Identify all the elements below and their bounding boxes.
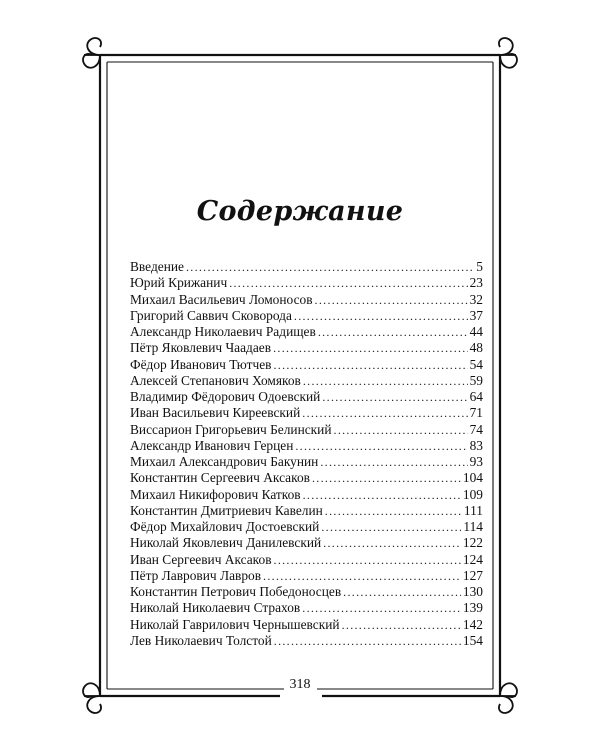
toc-dot-leader (334, 422, 468, 438)
toc-entry (130, 438, 483, 454)
toc-entry (130, 389, 483, 405)
toc-entry-page: 48 (469, 340, 483, 356)
toc-dot-leader (302, 600, 461, 616)
toc-entry (130, 552, 483, 568)
toc-dot-leader (294, 308, 468, 324)
toc-entry (130, 568, 483, 584)
toc-entry-page: 59 (469, 372, 483, 388)
toc-entry (130, 600, 483, 616)
toc-entry-page: 74 (469, 421, 483, 437)
toc-entry-page: 127 (462, 567, 483, 583)
toc-entry (130, 324, 483, 340)
toc-dot-leader (273, 340, 468, 356)
toc-dot-leader (312, 470, 461, 486)
toc-entry-title: Николай Яковлевич Данилевский (130, 535, 322, 551)
toc-entry-page: 130 (462, 584, 483, 599)
toc-dot-leader (229, 275, 467, 291)
toc-dot-leader (322, 389, 467, 405)
page-title: Содержание (196, 196, 404, 227)
toc-entry-title: Фёдор Иванович Тютчев (130, 356, 272, 372)
toc-entry (130, 357, 483, 373)
toc-dot-leader (274, 633, 461, 649)
toc-dot-leader (342, 617, 461, 633)
toc-entry (130, 373, 483, 389)
toc-dot-leader (321, 519, 461, 535)
toc-entry-title: Иван Васильевич Киреевский (130, 405, 301, 421)
toc-entry (130, 422, 483, 438)
toc-dot-leader (315, 292, 468, 308)
toc-entry-page: 111 (463, 502, 483, 518)
toc-entry-title: Алексей Степанович Хомяков (130, 372, 301, 388)
toc-entry (130, 535, 483, 551)
toc-entry-title: Григорий Саввич Сковорода (130, 307, 292, 323)
toc-dot-leader (303, 487, 461, 503)
toc-entry (130, 292, 483, 308)
toc-entry-page: 154 (462, 632, 483, 648)
toc-entry-title: Константин Дмитриевич Кавелин (130, 502, 323, 518)
toc-entry (130, 633, 483, 649)
toc-dot-leader (263, 568, 461, 584)
toc-entry-page: 93 (469, 454, 483, 469)
toc-entry-title: Николай Николаевич Страхов (130, 600, 301, 616)
toc-entry-title: Михаил Васильевич Ломоносов (130, 291, 313, 307)
page-number (0, 677, 600, 693)
toc-entry (130, 259, 483, 275)
toc-dot-leader (302, 405, 467, 421)
toc-entry (130, 617, 483, 633)
toc-entry-page: 32 (469, 291, 483, 307)
toc-entry (130, 503, 483, 519)
toc-dot-leader (186, 259, 474, 275)
toc-dot-leader (273, 357, 467, 373)
toc-dot-leader (325, 503, 462, 519)
toc-entry-page: 142 (462, 616, 483, 632)
toc-entry-title: Юрий Крижанич (130, 275, 228, 291)
toc-entry-page: 109 (462, 486, 483, 502)
page-number-value: 318 (284, 677, 317, 692)
toc-entry-title: Фёдор Михайлович Достоевский (130, 519, 320, 534)
toc-entry-title: Пётр Яковлевич Чаадаев (130, 340, 272, 356)
toc-dot-leader (303, 373, 468, 389)
toc-entry-page: 83 (469, 437, 483, 453)
toc-entry-title: Виссарион Григорьевич Белинский (130, 421, 332, 437)
toc-entry (130, 470, 483, 486)
toc-dot-leader (343, 584, 461, 600)
toc-entry-title: Николай Гаврилович Чернышевский (130, 616, 340, 632)
toc-entry-page: 37 (469, 307, 483, 323)
toc-entry (130, 454, 483, 470)
toc-entry-title: Александр Иванович Герцен (130, 437, 294, 453)
table-of-contents (130, 259, 483, 649)
toc-entry (130, 584, 483, 600)
toc-entry-title: Михаил Никифорович Катков (130, 486, 301, 502)
toc-entry-page: 122 (462, 535, 483, 551)
toc-entry (130, 275, 483, 291)
toc-dot-leader (323, 535, 461, 551)
toc-entry-title: Константин Сергеевич Аксаков (130, 470, 310, 486)
toc-entry-page: 44 (469, 324, 483, 339)
toc-entry-page: 104 (462, 470, 483, 486)
toc-entry (130, 405, 483, 421)
toc-entry-title: Иван Сергеевич Аксаков (130, 551, 272, 567)
toc-entry (130, 340, 483, 356)
toc-entry-page: 64 (469, 389, 483, 404)
toc-entry-title: Лев Николаевич Толстой (130, 632, 272, 648)
toc-entry (130, 487, 483, 503)
toc-dot-leader (274, 552, 461, 568)
toc-entry-title: Константин Петрович Победоносцев (130, 584, 342, 599)
toc-dot-leader (295, 438, 467, 454)
toc-entry-title: Пётр Лаврович Лавров (130, 567, 262, 583)
toc-entry-title: Владимир Фёдорович Одоевский (130, 389, 321, 404)
toc-dot-leader (320, 454, 467, 470)
toc-entry-title: Александр Николаевич Радищев (130, 324, 316, 339)
corner-ornament-top-left (83, 38, 101, 71)
toc-entry-page: 5 (476, 259, 483, 274)
toc-dot-leader (318, 324, 468, 340)
toc-entry-page: 114 (463, 519, 483, 534)
toc-entry-page: 124 (462, 551, 483, 567)
toc-entry-title: Михаил Александрович Бакунин (130, 454, 319, 469)
toc-entry-title: Введение (130, 259, 184, 274)
toc-entry (130, 308, 483, 324)
toc-entry (130, 519, 483, 535)
toc-entry-page: 23 (469, 275, 483, 291)
toc-entry-page: 71 (469, 405, 483, 421)
corner-ornament-top-right (499, 38, 517, 71)
toc-entry-page: 139 (462, 600, 483, 616)
toc-entry-page: 54 (469, 356, 483, 372)
